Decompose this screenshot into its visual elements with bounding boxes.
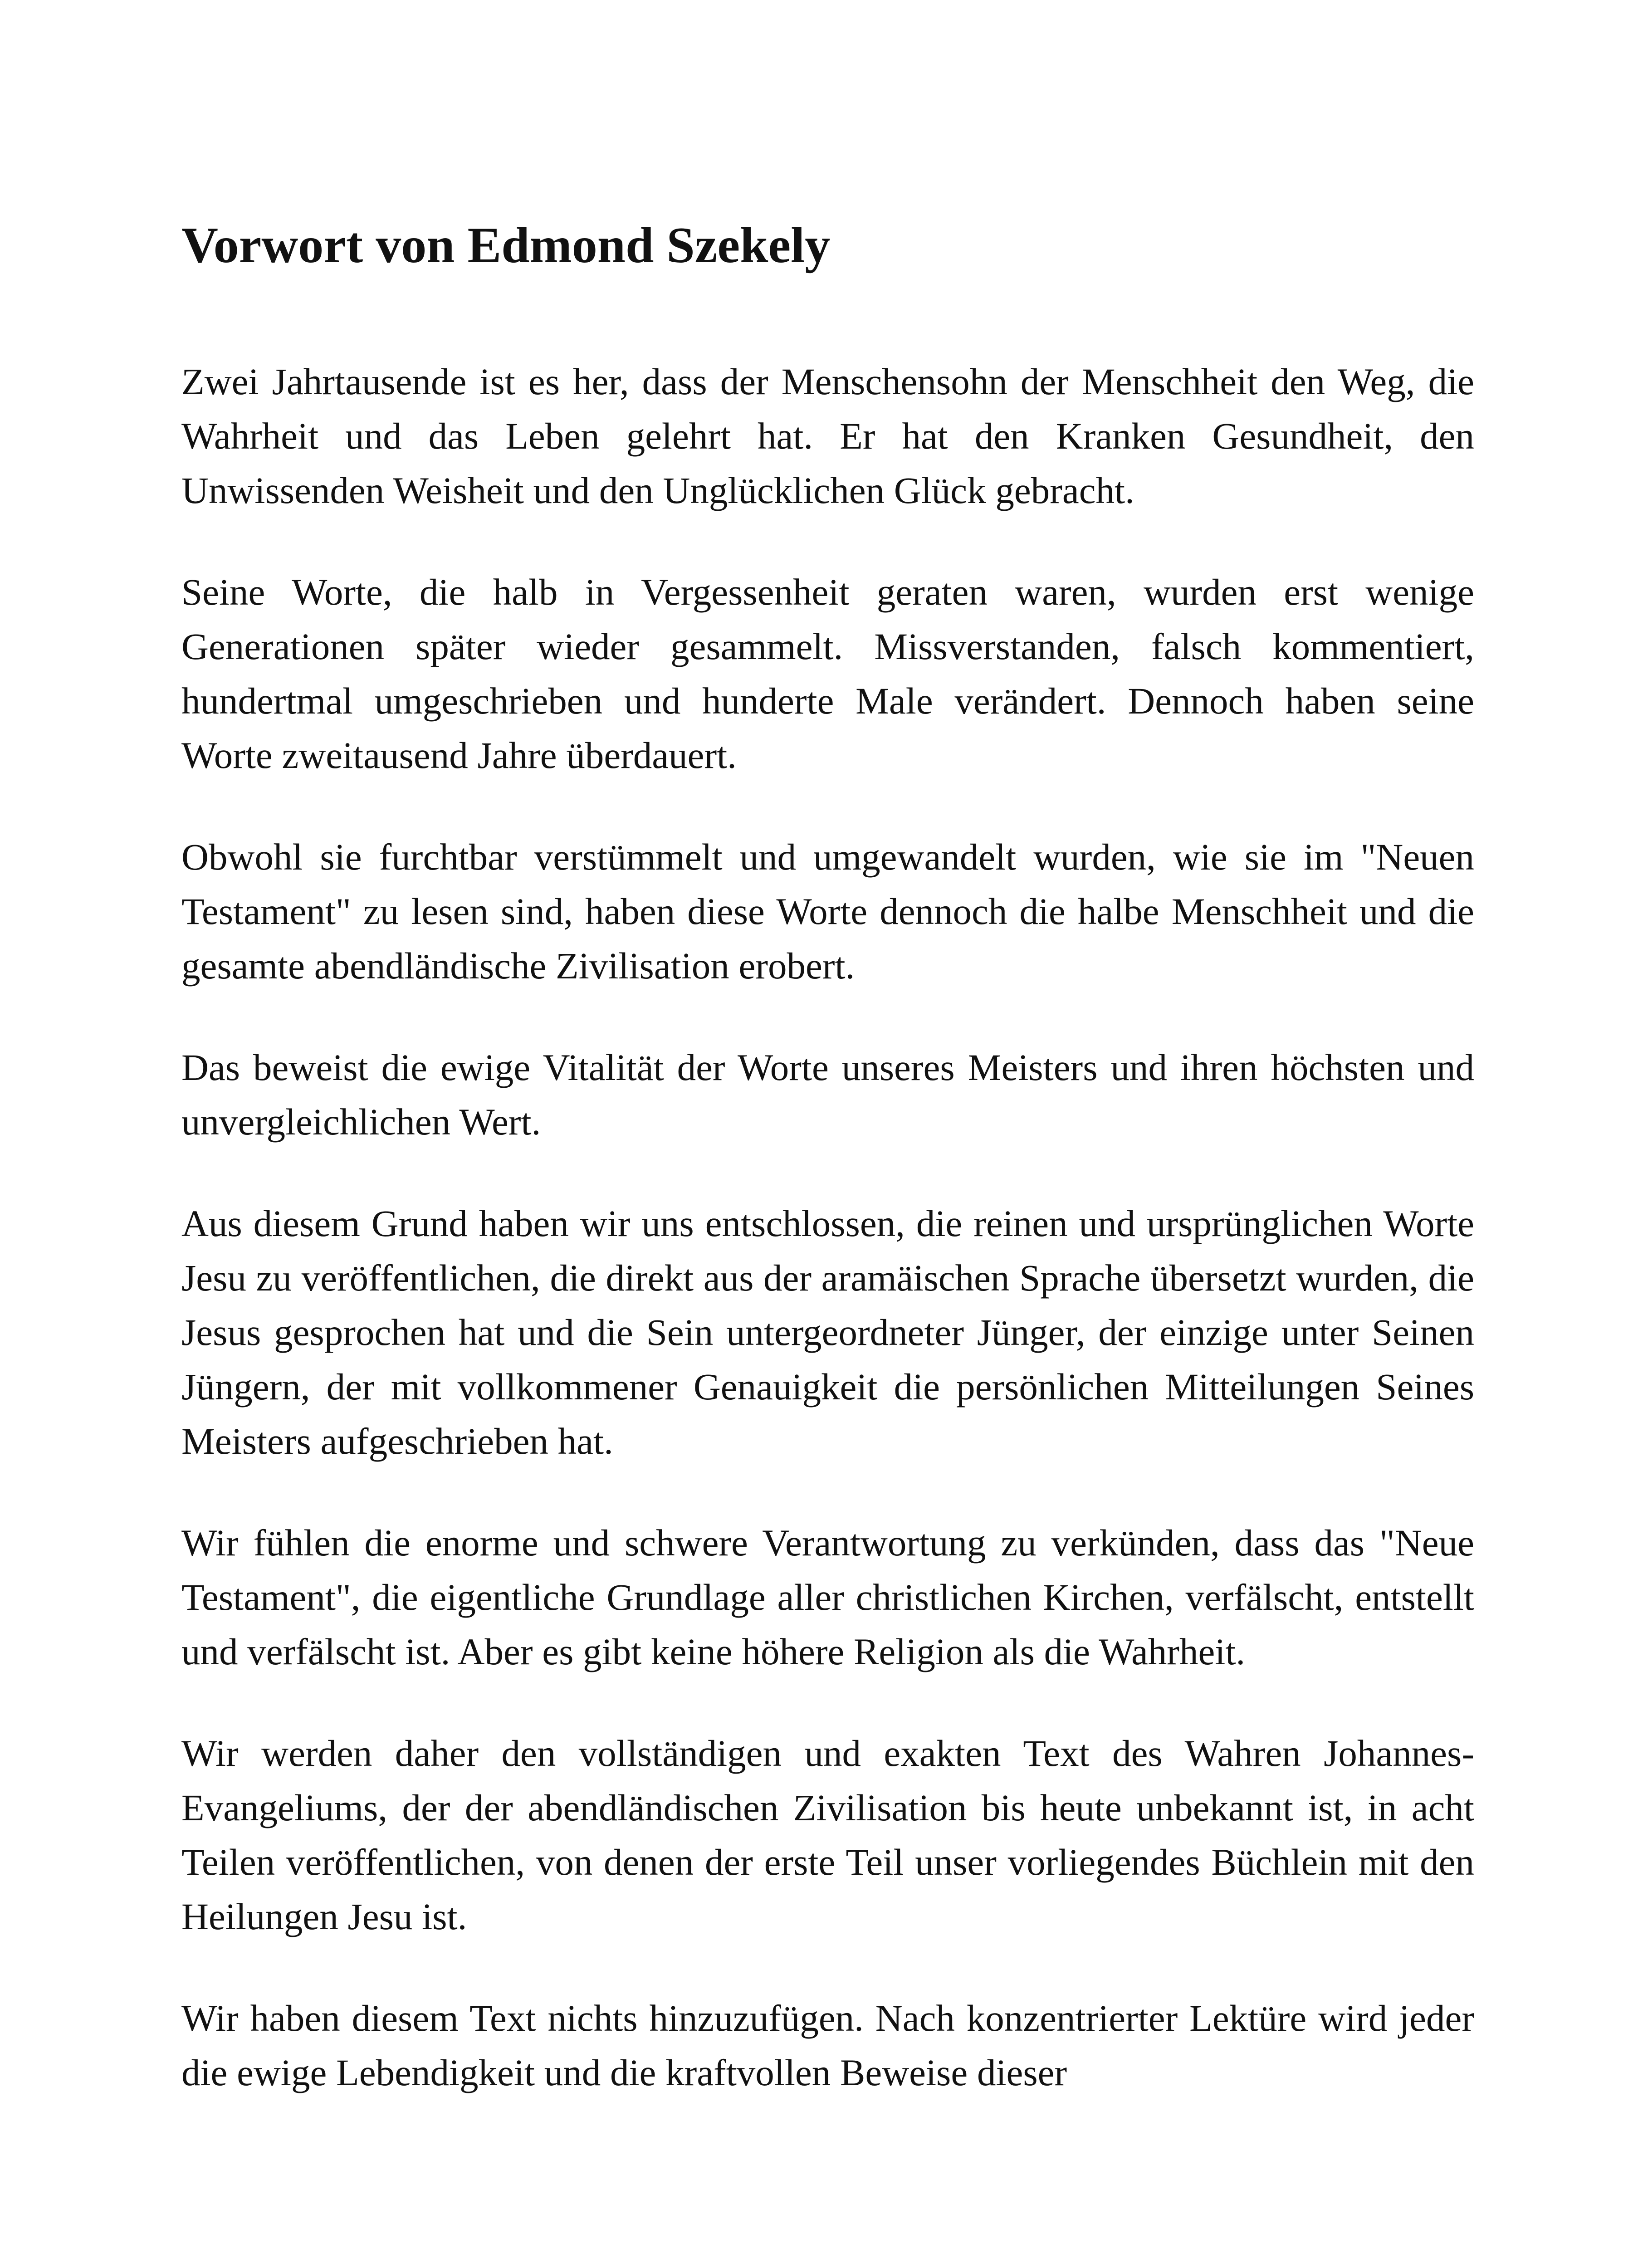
paragraph-8: Wir haben diesem Text nichts hinzuzufügen. Nach konzentrierter Lektüre wird jeder die ewige Lebendigkeit und die kraftvollen Beweise dieser <box>181 1997 1474 2094</box>
document-page <box>181 218 1474 2100</box>
paragraph-6: Wir fühlen die enorme und schwere Verantwortung zu verkünden, dass das "Neue Testament", die eigentliche Grundlage aller christlichen Kirchen, verfälscht, entstellt und verfälscht ist. Aber es gibt keine höhere Religion als die Wahrheit. <box>181 1522 1474 1673</box>
paragraph-7: Wir werden daher den vollständigen und exakten Text des Wahren Johannes-Evangeliums, der der abendländischen Zivilisation bis heute unbekannt ist, in acht Teilen veröffentlichen, von denen der erste Teil unser vorliegendes Büchlein mit den Heilungen Jesu ist. <box>181 1732 1474 1938</box>
paragraph-4: Das beweist die ewige Vitalität der Worte unseres Meisters und ihren höchsten und unvergleichlichen Wert. <box>181 1046 1474 1143</box>
paragraph-1: Zwei Jahrtausende ist es her, dass der Menschensohn der Menschheit den Weg, die Wahrheit und das Leben gelehrt hat. Er hat den Kranken Gesundheit, den Unwissenden Weisheit und den Unglücklichen Glück gebracht. <box>181 361 1474 512</box>
paragraph-3: Obwohl sie furchtbar verstümmelt und umgewandelt wurden, wie sie im "Neuen Testament" zu lesen sind, haben diese Worte dennoch die halbe Menschheit und die gesamte abendländische Zivilisation erobert. <box>181 836 1474 987</box>
paragraph-5: Aus diesem Grund haben wir uns entschlossen, die reinen und ursprünglichen Worte Jesu zu veröffentlichen, die direkt aus der aramäischen Sprache übersetzt wurden, die Jesus gesprochen hat und die Sein untergeordneter Jünger, der einzige unter Seinen Jüngern, der mit vollkommener Genauigkeit die persönlichen Mitteilungen Seines Meisters aufgeschrieben hat. <box>181 1202 1474 1462</box>
page-title: Vorwort von Edmond Szekely <box>181 217 831 274</box>
paragraph-2: Seine Worte, die halb in Vergessenheit geraten waren, wurden erst wenige Generationen später wieder gesammelt. Missverstanden, falsch kommentiert, hundertmal umgeschrieben und hunderte Male verändert. Dennoch haben seine Worte zweitausend Jahre überdauert. <box>181 571 1474 777</box>
